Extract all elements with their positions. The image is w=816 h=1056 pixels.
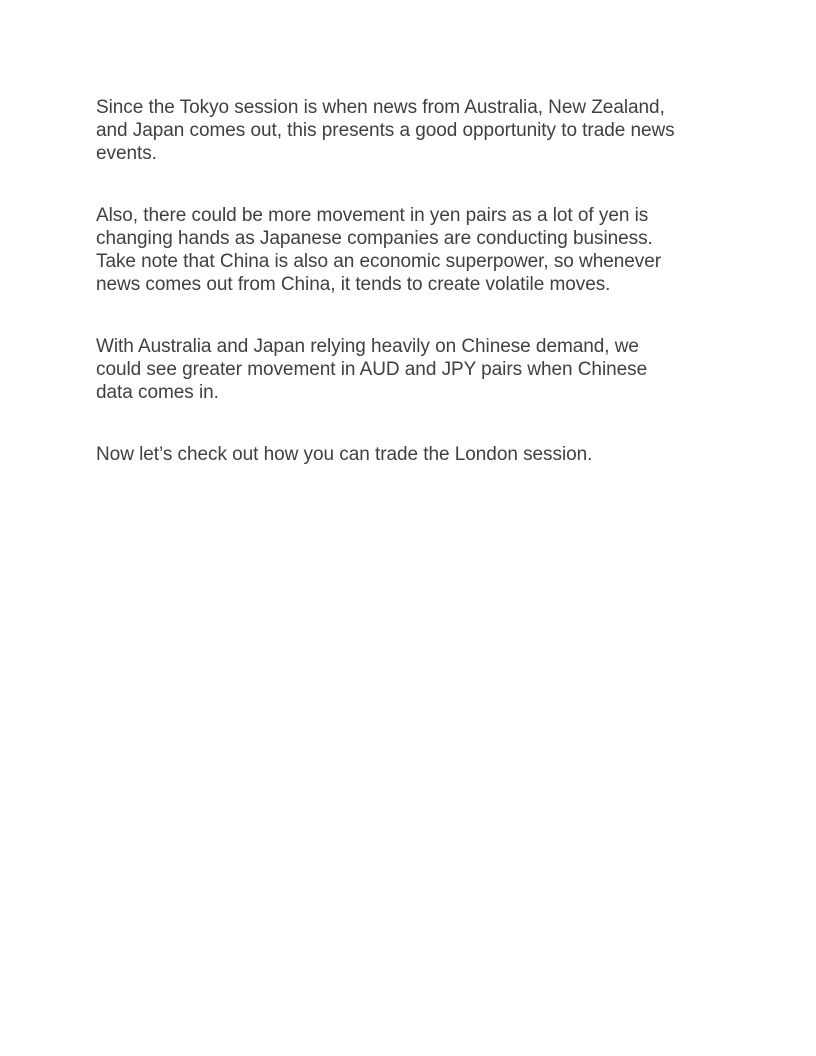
text-line: Take note that China is also an economic superpower, so whenever	[96, 251, 662, 272]
paragraph-london-session	[96, 443, 726, 466]
text-line: data comes in.	[96, 382, 219, 403]
paragraph-chinese-demand	[96, 335, 726, 404]
text-line: With Australia and Japan relying heavily on Chinese demand, we	[96, 336, 639, 357]
text-line: and Japan comes out, this presents a good opportunity to trade news	[96, 120, 675, 141]
text-line: Now let’s check out how you can trade the London session.	[96, 444, 593, 465]
document-body	[96, 96, 726, 505]
text-line: events.	[96, 143, 157, 164]
paragraph-yen-pairs	[96, 204, 726, 296]
paragraph-tokyo-news	[96, 96, 726, 165]
text-line: news comes out from China, it tends to create volatile moves.	[96, 274, 611, 295]
text-line: could see greater movement in AUD and JPY pairs when Chinese	[96, 359, 648, 380]
text-line: Also, there could be more movement in yen pairs as a lot of yen is	[96, 205, 649, 226]
text-line: changing hands as Japanese companies are conducting business.	[96, 228, 653, 249]
text-line: Since the Tokyo session is when news from Australia, New Zealand,	[96, 97, 665, 118]
